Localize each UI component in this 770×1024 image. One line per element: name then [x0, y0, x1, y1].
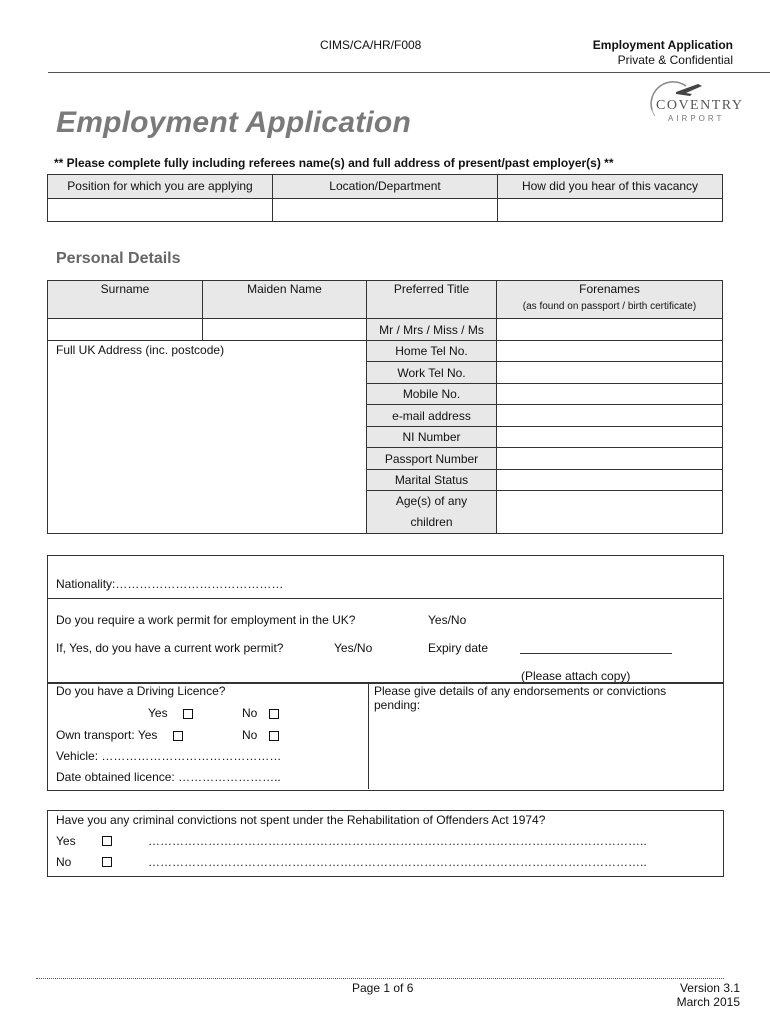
mobile-input[interactable] [497, 384, 723, 405]
licence-yes-checkbox[interactable] [183, 709, 193, 719]
surname-label: Surname [48, 281, 203, 319]
ni-number-input[interactable] [497, 427, 723, 448]
email-label: e-mail address [367, 405, 497, 427]
header-right [593, 38, 733, 68]
instructions-note: ** Please complete fully including referees name(s) and full address of present/past employer(s) ** [54, 156, 614, 170]
preferred-title-label: Preferred Title [367, 281, 497, 319]
nationality-field[interactable]: Nationality:…………………………………… [56, 577, 284, 591]
criminal-yes-details[interactable]: …………………………………………………………………………………………………………….. [148, 834, 647, 848]
current-permit-answer[interactable]: Yes/No [334, 641, 373, 655]
logo-name: COVENTRY [656, 98, 744, 113]
address-field[interactable] [48, 341, 367, 534]
endorsements-field[interactable]: Please give details of any endorsements or convictions pending: [374, 684, 667, 712]
ni-number-label: NI Number [367, 427, 497, 448]
licence-no[interactable] [242, 706, 279, 720]
criminal-yes-checkbox[interactable] [102, 836, 112, 846]
driving-licence-question: Do you have a Driving Licence? [56, 684, 226, 698]
version-info [677, 981, 740, 1009]
personal-details-table [47, 280, 723, 534]
own-transport-label: Own transport: Yes [56, 728, 158, 742]
own-transport-no[interactable] [242, 728, 279, 742]
expiry-date-label: Expiry date [428, 641, 489, 655]
forenames-hint: (as found on passport / birth certificate) [522, 301, 697, 312]
criminal-no-label: No [56, 855, 72, 869]
work-permit-answer[interactable]: Yes/No [428, 613, 467, 627]
vacancy-source-header: How did you hear of this vacancy [498, 175, 723, 199]
header-divider [48, 72, 770, 73]
licence-yes-label: Yes [148, 706, 168, 720]
licence-no-label: No [242, 706, 258, 720]
own-transport-yes[interactable] [56, 728, 183, 742]
driving-divider [368, 682, 369, 789]
position-input[interactable] [48, 199, 273, 222]
transport-yes-checkbox[interactable] [173, 731, 183, 741]
marital-status-input[interactable] [497, 470, 723, 491]
children-ages-label [367, 491, 497, 534]
header-confidentiality: Private & Confidential [617, 53, 733, 67]
passport-number-input[interactable] [497, 448, 723, 470]
home-tel-input[interactable] [497, 341, 723, 362]
document-code: CIMS/CA/HR/F008 [320, 38, 422, 52]
version-date: March 2015 [676, 995, 740, 1009]
transport-no-label: No [242, 728, 258, 742]
current-permit-question: If, Yes, do you have a current work permit? [56, 641, 284, 655]
forenames-label: Forenames [579, 282, 640, 296]
location-input[interactable] [273, 199, 498, 222]
vacancy-source-input[interactable] [498, 199, 723, 222]
position-header: Position for which you are applying [48, 175, 273, 199]
attach-copy-note: (Please attach copy) [521, 669, 631, 683]
children-ages-label-line2: children [410, 515, 453, 529]
mobile-label: Mobile No. [367, 384, 497, 405]
page-title: Employment Application [56, 106, 411, 139]
passport-number-label: Passport Number [367, 448, 497, 470]
surname-input[interactable] [48, 319, 203, 341]
children-ages-input[interactable] [497, 491, 723, 534]
nationality-divider [47, 598, 722, 599]
address-label: Full UK Address (inc. postcode) [56, 343, 225, 357]
licence-no-checkbox[interactable] [269, 709, 279, 719]
children-ages-label-line1: Age(s) of any [395, 494, 468, 508]
home-tel-label: Home Tel No. [367, 341, 497, 362]
header-doc-title: Employment Application [592, 38, 733, 52]
forenames-input[interactable] [497, 319, 723, 341]
coventry-airport-logo [640, 80, 746, 134]
criminal-convictions-question: Have you any criminal convictions not spent under the Rehabilitation of Offenders Act 1974? [56, 813, 546, 827]
criminal-no-details[interactable]: …………………………………………………………………………………………………………….. [148, 855, 647, 869]
page-number: Page 1 of 6 [352, 981, 414, 995]
maiden-name-label: Maiden Name [203, 281, 367, 319]
location-header: Location/Department [273, 175, 498, 199]
work-tel-input[interactable] [497, 362, 723, 384]
expiry-date-input[interactable] [520, 653, 672, 654]
licence-yes[interactable] [148, 706, 193, 720]
title-options[interactable]: Mr / Mrs / Miss / Ms [367, 319, 497, 341]
footer-divider [36, 978, 724, 979]
logo-sub: AIRPORT [668, 114, 725, 123]
personal-details-heading: Personal Details [56, 250, 181, 267]
forenames-header [497, 281, 723, 319]
transport-no-checkbox[interactable] [269, 731, 279, 741]
version-number: Version 3.1 [679, 981, 740, 995]
email-input[interactable] [497, 405, 723, 427]
position-table [47, 174, 723, 222]
marital-status-label: Marital Status [367, 470, 497, 491]
work-permit-question: Do you require a work permit for employment in the UK? [56, 613, 356, 627]
criminal-yes-label: Yes [56, 834, 76, 848]
criminal-no-checkbox[interactable] [102, 857, 112, 867]
licence-date-field[interactable]: Date obtained licence: …………………….. [56, 770, 281, 784]
work-tel-label: Work Tel No. [367, 362, 497, 384]
vehicle-field[interactable]: Vehicle: ……………………………………… [56, 749, 282, 763]
maiden-name-input[interactable] [203, 319, 367, 341]
